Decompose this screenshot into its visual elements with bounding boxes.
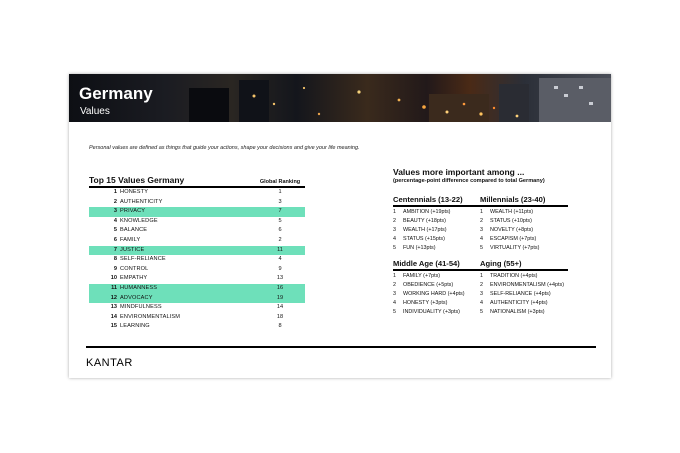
- group-item: [393, 227, 481, 236]
- group-item-text: WEALTH (+17pts): [403, 226, 447, 233]
- value-rank-number: 14: [110, 313, 117, 320]
- value-rank-number: 13: [110, 304, 117, 311]
- value-rank-number: 4: [113, 217, 117, 224]
- group-item-number: 3: [480, 226, 483, 233]
- value-name: FAMILY: [120, 236, 141, 243]
- group-item-number: 2: [393, 217, 396, 224]
- global-ranking: 16: [276, 284, 284, 291]
- group-item-text: WEALTH (+11pts): [490, 208, 534, 215]
- value-rank-number: 2: [113, 198, 117, 205]
- group-title: Centennials (13-22): [393, 195, 463, 204]
- top-values-title: Top 15 Values Germany: [89, 175, 185, 185]
- group-item: [480, 245, 568, 254]
- value-row: [89, 255, 305, 265]
- group-millennials: [480, 194, 568, 254]
- value-rank-number: 12: [110, 294, 117, 301]
- value-name: MINDFULNESS: [120, 304, 162, 311]
- city-banner-image: [69, 74, 611, 122]
- group-item-number: 3: [480, 290, 483, 297]
- value-name: KNOWLEDGE: [120, 217, 158, 224]
- group-item-text: NATIONALISM (+3pts): [490, 308, 545, 315]
- group-title: Millennials (23-40): [480, 195, 546, 204]
- group-item: [480, 227, 568, 236]
- group-item-number: 4: [480, 235, 483, 242]
- group-item-number: 1: [480, 272, 483, 279]
- value-rank-number: 8: [113, 256, 117, 263]
- value-rank-number: 1: [113, 189, 117, 195]
- value-name: JUSTICE: [120, 246, 145, 253]
- global-ranking: 8: [278, 323, 282, 330]
- slide: [69, 74, 611, 378]
- value-row: [89, 322, 305, 332]
- global-ranking: 1: [278, 189, 282, 195]
- value-row: [89, 284, 305, 294]
- global-ranking: 19: [276, 294, 284, 301]
- value-rank-number: 15: [110, 323, 117, 330]
- value-row: [89, 236, 305, 246]
- group-item-text: FAMILY (+7pts): [403, 272, 441, 279]
- global-ranking: 9: [278, 265, 282, 272]
- group-item-text: STATUS (+15pts): [403, 235, 445, 242]
- group-item-text: INDIVIDUALITY (+3pts): [403, 308, 460, 315]
- group-item: [480, 282, 568, 291]
- value-name: PRIVACY: [120, 208, 146, 215]
- group-item-number: 3: [393, 226, 396, 233]
- global-ranking: 4: [278, 256, 282, 263]
- group-rule: [393, 269, 481, 271]
- global-ranking: 2: [278, 236, 282, 243]
- group-rule: [480, 269, 568, 271]
- value-rank-number: 3: [113, 208, 117, 215]
- group-item: [393, 218, 481, 227]
- group-item-number: 2: [480, 281, 483, 288]
- global-ranking: 6: [278, 227, 282, 234]
- group-item-number: 2: [393, 281, 396, 288]
- value-name: CONTROL: [120, 265, 149, 272]
- value-row: [89, 303, 305, 313]
- group-title: Middle Age (41-54): [393, 259, 460, 268]
- global-ranking: 13: [276, 275, 284, 282]
- group-item-number: 3: [393, 290, 396, 297]
- group-item-number: 1: [393, 208, 396, 215]
- group-item-text: ENVIRONMENTALISM (+4pts): [490, 281, 565, 288]
- value-name: AUTHENTICITY: [120, 198, 163, 205]
- group-item-text: AMBITION (+19pts): [403, 208, 451, 215]
- value-row: [89, 198, 305, 208]
- group-item: [393, 291, 481, 300]
- group-middle-age: [393, 258, 481, 318]
- group-item-number: 4: [393, 235, 396, 242]
- value-name: LEARNING: [120, 323, 150, 330]
- value-rank-number: 7: [113, 246, 117, 253]
- group-title: Aging (55+): [480, 259, 522, 268]
- group-item: [480, 309, 568, 318]
- value-name: SELF-RELIANCE: [120, 256, 166, 263]
- group-aging: [480, 258, 568, 318]
- group-item-text: VIRTUALITY (+7pts): [490, 244, 540, 251]
- value-row: [89, 226, 305, 236]
- group-item: [393, 245, 481, 254]
- value-rank-number: 10: [110, 275, 117, 282]
- group-item: [480, 236, 568, 245]
- footer-rule: [86, 346, 596, 348]
- group-item-number: 5: [393, 244, 396, 251]
- group-item-text: TRADITION (+4pts): [490, 272, 538, 279]
- group-item-number: 5: [480, 244, 483, 251]
- value-name: EMPATHY: [120, 275, 148, 282]
- global-ranking: 5: [278, 217, 282, 224]
- value-rank-number: 5: [113, 227, 117, 234]
- group-rule: [393, 205, 481, 207]
- value-row: [89, 313, 305, 323]
- global-ranking: 14: [276, 304, 284, 311]
- group-rule: [480, 205, 568, 207]
- group-item-text: FUN (+13pts): [403, 244, 436, 251]
- intro-text: Personal values are defined as things that guide your actions, shape your decisions and give your life meaning.: [89, 145, 360, 151]
- group-item-text: OBEDIENCE (+5pts): [403, 281, 454, 288]
- value-row: [89, 246, 305, 256]
- value-rank-number: 11: [111, 284, 117, 291]
- page-subtitle: Values: [80, 106, 110, 117]
- global-ranking: 11: [277, 246, 283, 253]
- value-row: [89, 274, 305, 284]
- kantar-logo: KANTAR: [86, 357, 133, 369]
- group-item-text: NOVELTY (+8pts): [490, 226, 534, 233]
- global-ranking-header: Global Ranking: [259, 179, 301, 185]
- value-row: [89, 207, 305, 217]
- value-rank-number: 6: [113, 236, 117, 243]
- group-item: [393, 236, 481, 245]
- global-ranking: 18: [276, 313, 284, 320]
- value-row: [89, 265, 305, 275]
- group-item-text: BEAUTY (+18pts): [403, 217, 446, 224]
- group-item-number: 4: [480, 299, 483, 306]
- more-important-title: Values more important among ...: [393, 167, 525, 177]
- group-item: [393, 282, 481, 291]
- group-item: [480, 300, 568, 309]
- group-item-number: 5: [393, 308, 396, 315]
- value-name: HONESTY: [120, 189, 149, 195]
- value-name: ADVOCACY: [120, 294, 153, 301]
- group-item-number: 1: [393, 272, 396, 279]
- group-item: [480, 218, 568, 227]
- group-item-text: HONESTY (+3pts): [403, 299, 448, 306]
- value-name: BALANCE: [120, 227, 148, 234]
- group-centennials: [393, 194, 481, 254]
- group-item-number: 2: [480, 217, 483, 224]
- group-item-number: 1: [480, 208, 483, 215]
- more-important-subtitle: (percentage-point difference compared to total Germany): [393, 178, 545, 184]
- group-item: [480, 209, 568, 218]
- value-rank-number: 9: [113, 265, 117, 272]
- group-item: [480, 291, 568, 300]
- value-name: ENVIRONMENTALISM: [120, 313, 181, 320]
- value-row: [89, 188, 305, 198]
- group-item: [393, 209, 481, 218]
- group-item: [393, 300, 481, 309]
- group-item-number: 5: [480, 308, 483, 315]
- group-item-number: 4: [393, 299, 396, 306]
- group-item-text: STATUS (+10pts): [490, 217, 532, 224]
- page-title: Germany: [79, 84, 153, 103]
- value-name: HUMANNESS: [120, 284, 158, 291]
- global-ranking: 3: [278, 198, 282, 205]
- global-ranking: 7: [278, 208, 282, 215]
- value-row: [89, 217, 305, 227]
- group-item-text: WORKING HARD (+4pts): [403, 290, 465, 297]
- group-item: [393, 273, 481, 282]
- group-item: [393, 309, 481, 318]
- group-item: [480, 273, 568, 282]
- group-item-text: SELF-RELIANCE (+4pts): [490, 290, 551, 297]
- group-item-text: AUTHENTICITY (+4pts): [490, 299, 548, 306]
- group-item-text: ESCAPISM (+7pts): [490, 235, 537, 242]
- top-values-list: [89, 188, 305, 332]
- value-row: [89, 294, 305, 304]
